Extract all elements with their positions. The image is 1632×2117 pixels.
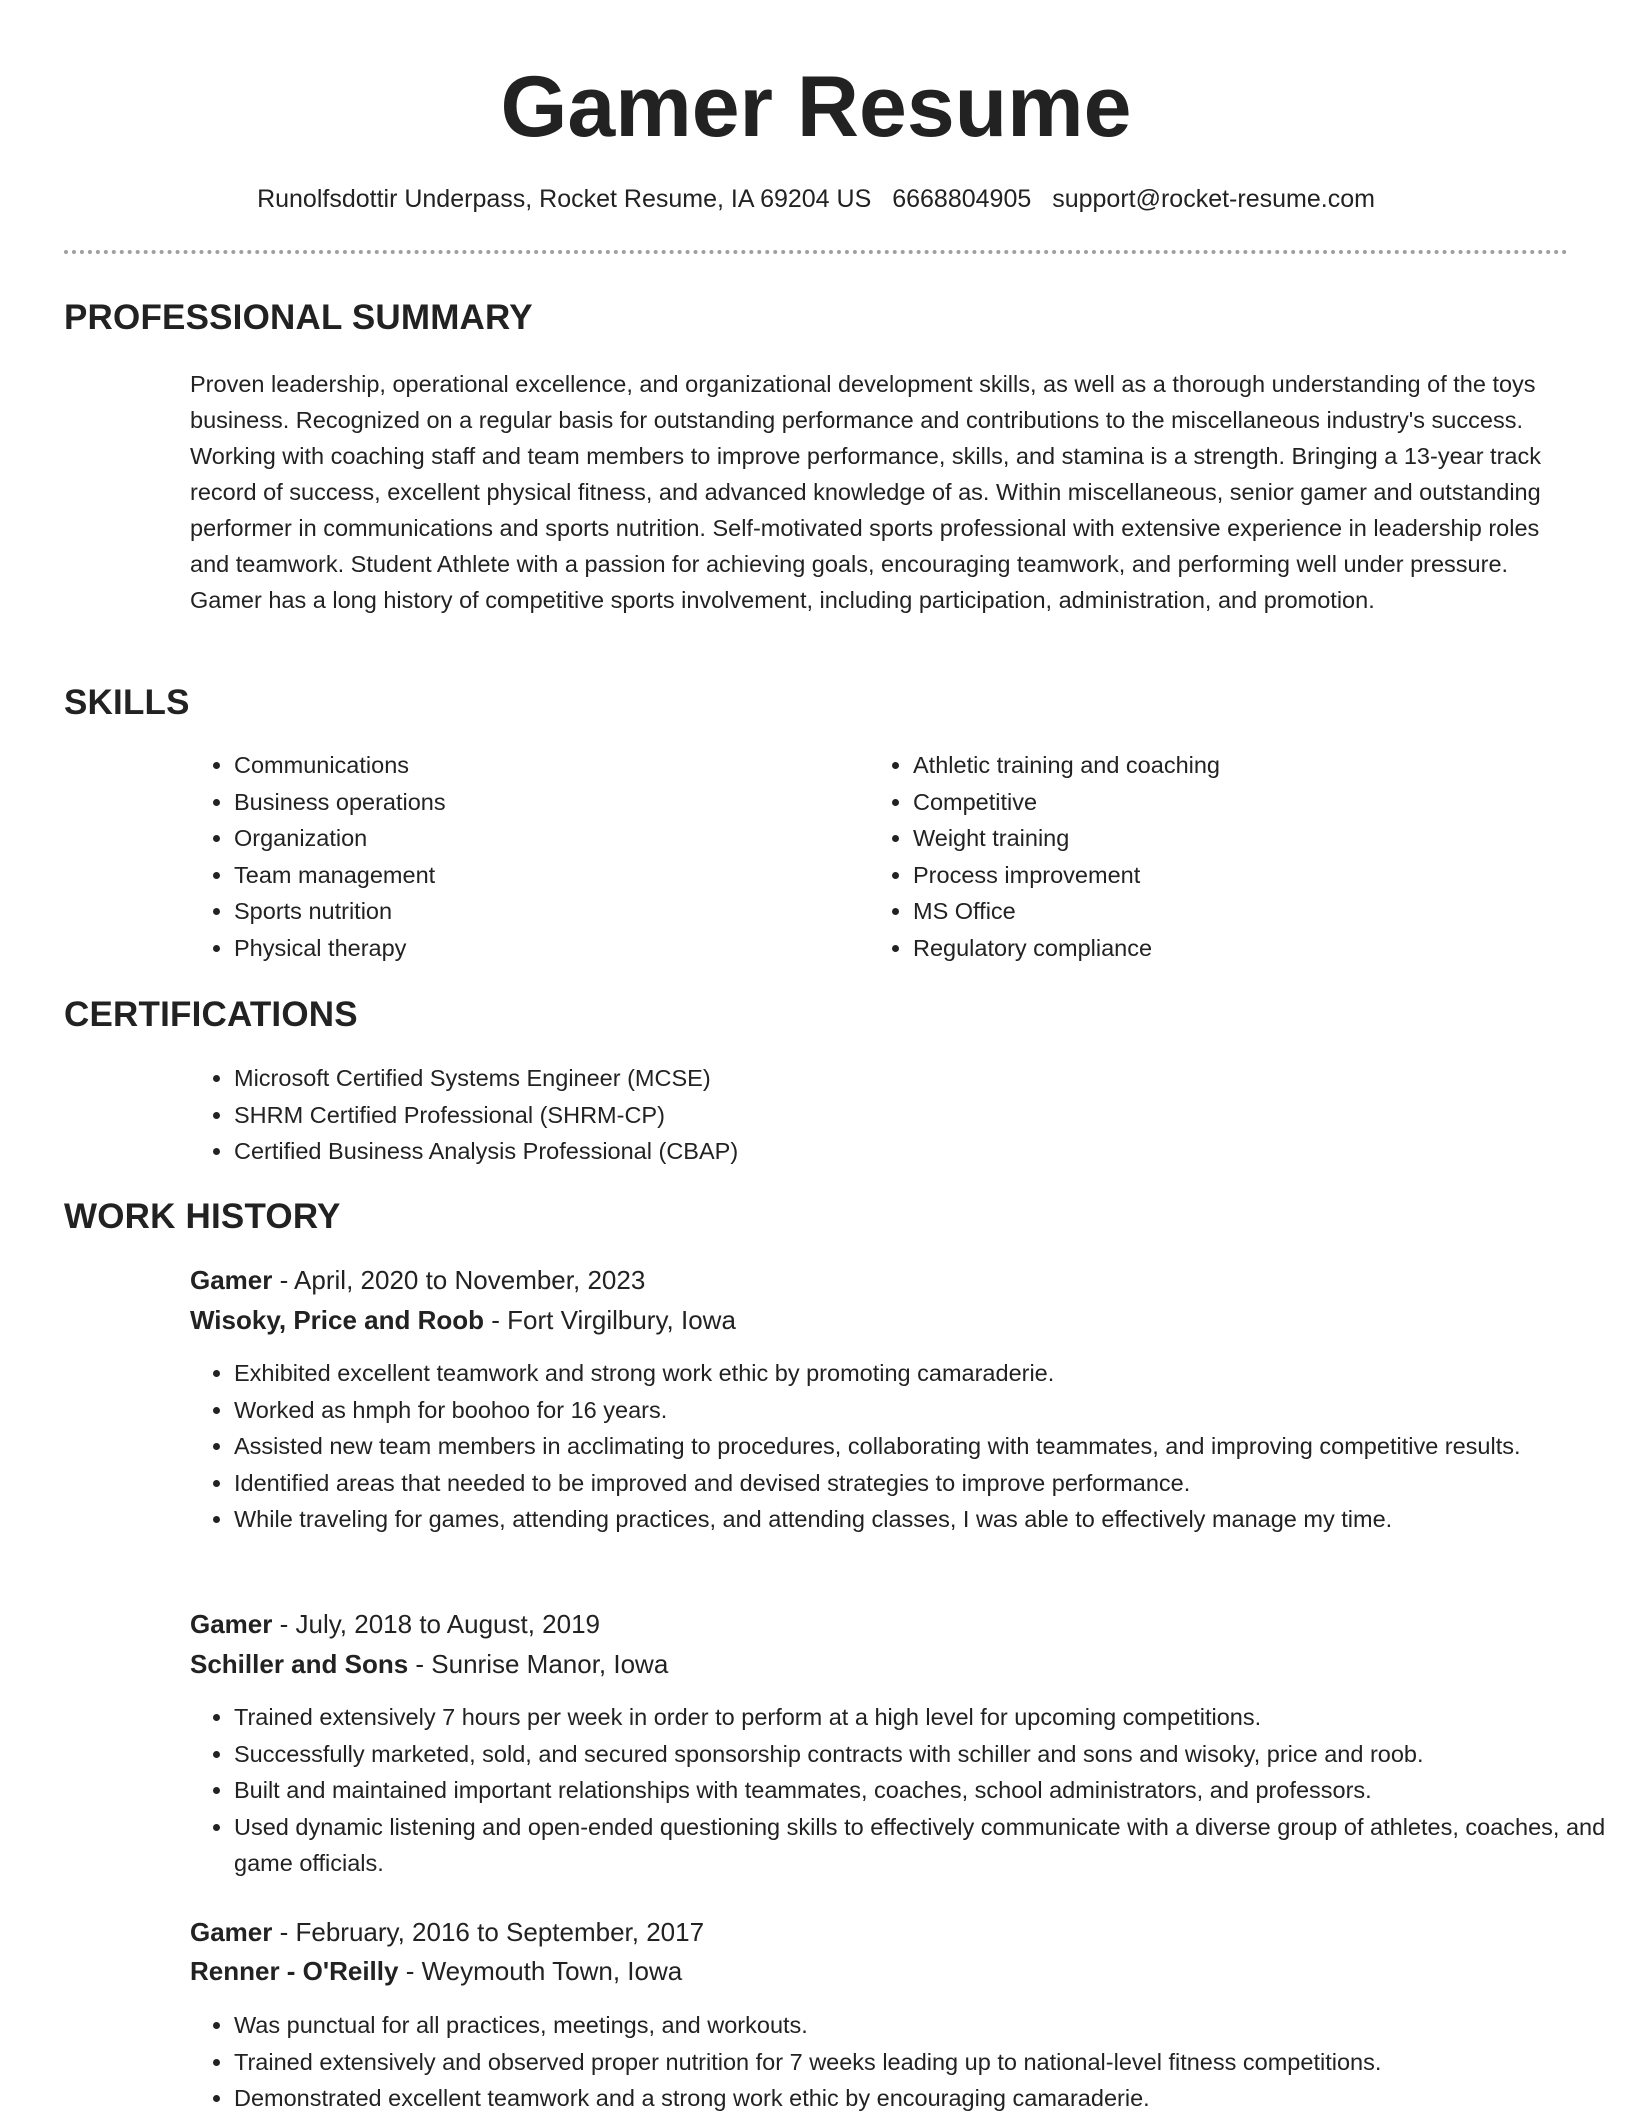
job-title: Gamer <box>190 1609 273 1639</box>
job-bullet: • Was punctual for all practices, meetings, and workouts. <box>234 2007 1614 2044</box>
skill-item: • Physical therapy <box>234 930 834 967</box>
certification-item: • SHRM Certified Professional (SHRM-CP) <box>234 1097 1534 1134</box>
job-company-line <box>190 1302 736 1338</box>
contact-line <box>0 182 1632 216</box>
job-company: Renner - O'Reilly <box>190 1956 399 1986</box>
certification-item: • Microsoft Certified Systems Engineer (MCSE) <box>234 1060 1534 1097</box>
work-history-heading: WORK HISTORY <box>64 1197 341 1236</box>
skills-heading: SKILLS <box>64 683 190 722</box>
skills-list-right <box>869 747 1563 966</box>
job-dates: - July, 2018 to August, 2019 <box>272 1609 601 1639</box>
skill-item: • Organization <box>234 820 834 857</box>
job-location: - Sunrise Manor, Iowa <box>408 1649 669 1679</box>
job-bullet: • Used dynamic listening and open-ended questioning skills to effectively communicate with a diverse group of athletes, coaches, and game officials. <box>234 1809 1614 1882</box>
summary-text: Proven leadership, operational excellence, and organizational development skills, as well as a thorough understanding of the toys business. Recognized on a regular basis for outstanding performance and contributions to the miscellaneous industry's success. Working with coaching staff and team members to improve performance, skills, and stamina is a strength. Bringing a 13-year track record of success, excellent physical fitness, and advanced knowledge of as. Within miscellaneous, senior gamer and outstanding performer in communications and sports nutrition. Self-motivated sports professional with extensive experience in leadership roles and teamwork. Student Athlete with a passion for achieving goals, encouraging teamwork, and performing well under pressure. Gamer has a long history of competitive sports involvement, including participation, administration, and promotion. <box>190 371 1541 613</box>
job-bullets <box>190 1355 1614 1538</box>
job-bullet: • Assisted new team members in acclimating to procedures, collaborating with teammates, and improving competitive results. <box>234 1428 1614 1465</box>
job-company-line <box>190 1646 668 1682</box>
job-bullets <box>190 1699 1614 1882</box>
skill-item: • Team management <box>234 857 834 894</box>
summary-heading: PROFESSIONAL SUMMARY <box>64 298 533 337</box>
job-title-line <box>190 1606 600 1642</box>
job-title-line <box>190 1262 645 1298</box>
contact-address: Runolfsdottir Underpass, Rocket Resume, IA 69204 US <box>257 185 872 213</box>
job-bullet: • Trained extensively 7 hours per week in order to perform at a high level for upcoming competitions. <box>234 1699 1614 1736</box>
job-bullet: • Demonstrated excellent teamwork and a strong work ethic by encouraging camaraderie. <box>234 2080 1614 2117</box>
job-title: Gamer <box>190 1265 273 1295</box>
job-company: Wisoky, Price and Roob <box>190 1305 485 1335</box>
job-bullet: • Built and maintained important relationships with teammates, coaches, school administrators, and professors. <box>234 1772 1614 1809</box>
resume-title: Gamer Resume <box>500 59 1132 155</box>
skills-list-left <box>190 747 834 966</box>
skill-item: • Communications <box>234 747 834 784</box>
job-title: Gamer <box>190 1917 273 1947</box>
skill-item: • Weight training <box>913 820 1563 857</box>
job-company-line <box>190 1953 682 1989</box>
job-bullet: • Successfully marketed, sold, and secured sponsorship contracts with schiller and sons and wisoky, price and roob. <box>234 1736 1614 1773</box>
job-location: - Weymouth Town, Iowa <box>398 1956 683 1986</box>
job-bullet: • Worked as hmph for boohoo for 16 years. <box>234 1392 1614 1429</box>
certifications-heading: CERTIFICATIONS <box>64 995 358 1034</box>
skill-item: • Competitive <box>913 784 1563 821</box>
skill-item: • Sports nutrition <box>234 893 834 930</box>
job-bullet: • Trained extensively and observed proper nutrition for 7 weeks leading up to national-level fitness competitions. <box>234 2044 1614 2081</box>
skill-item: • MS Office <box>913 893 1563 930</box>
contact-phone: 6668804905 <box>892 185 1032 213</box>
job-bullet: • Identified areas that needed to be improved and devised strategies to improve performance. <box>234 1465 1614 1502</box>
job-bullets <box>190 2007 1614 2117</box>
job-title-line <box>190 1914 704 1950</box>
job-dates: - April, 2020 to November, 2023 <box>272 1265 646 1295</box>
job-bullet: • Exhibited excellent teamwork and strong work ethic by promoting camaraderie. <box>234 1355 1614 1392</box>
header-divider <box>64 250 1568 254</box>
skill-item: • Process improvement <box>913 857 1563 894</box>
contact-email[interactable]: support@rocket-resume.com <box>1052 185 1375 213</box>
job-bullet: • While traveling for games, attending practices, and attending classes, I was able to effectively manage my time. <box>234 1501 1614 1538</box>
skill-item: • Business operations <box>234 784 834 821</box>
skill-item: • Regulatory compliance <box>913 930 1563 967</box>
job-dates: - February, 2016 to September, 2017 <box>272 1917 705 1947</box>
skill-item: • Athletic training and coaching <box>913 747 1563 784</box>
certifications-list <box>190 1060 1534 1170</box>
job-company: Schiller and Sons <box>190 1649 409 1679</box>
job-location: - Fort Virgilbury, Iowa <box>484 1305 736 1335</box>
certification-item: • Certified Business Analysis Professional (CBAP) <box>234 1133 1534 1170</box>
